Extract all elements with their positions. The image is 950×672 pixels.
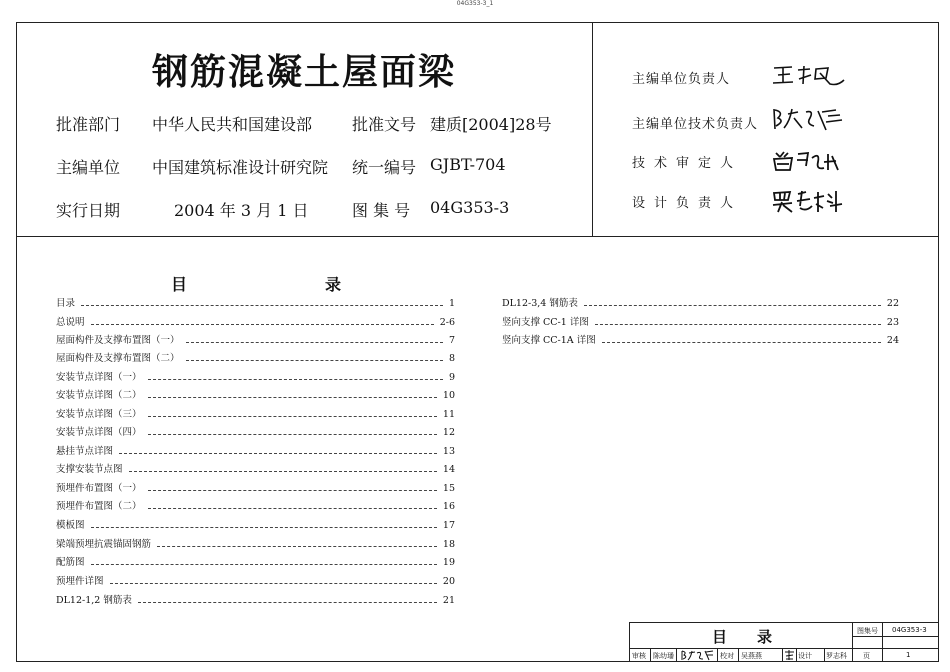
toc-item: 模板图 17 xyxy=(56,520,455,531)
atlas-no-label: 图 集 号 xyxy=(352,201,411,220)
title-block-divider xyxy=(824,648,825,662)
title-block-title: 目录 xyxy=(712,628,803,646)
toc-item: 预埋件布置图（一） 15 xyxy=(56,483,455,494)
title-block-design-name: 罗志科 xyxy=(826,652,847,660)
toc-item: 梁端预埋抗震锚固钢筋 18 xyxy=(56,539,455,550)
approval-doc-label: 批准文号 xyxy=(352,115,417,134)
toc-item: 安装节点详图（二） 10 xyxy=(56,390,455,401)
editor-unit-label: 主编单位 xyxy=(56,158,121,177)
toc-item: DL12-1,2 钢筋表 21 xyxy=(56,595,455,606)
toc-item: 悬挂节点详图 13 xyxy=(56,446,455,457)
signature-tech-reviewer xyxy=(770,148,850,174)
title-block-divider xyxy=(738,648,739,662)
editor-unit-value: 中国建筑标准设计研究院 xyxy=(152,158,329,177)
toc-item: 安装节点详图（一） 9 xyxy=(56,372,455,383)
role-chief-unit-head: 主编单位负责人 xyxy=(632,72,731,87)
toc-item: 支撑安装节点图 14 xyxy=(56,464,455,475)
role-chief-unit-tech-head: 主编单位技术负责人 xyxy=(632,117,759,132)
signature-chief-unit-head xyxy=(770,62,850,88)
unified-no-value: GJBT-704 xyxy=(430,155,506,174)
signature-checker xyxy=(784,649,795,661)
title-block-divider xyxy=(782,648,783,662)
title-block-check-name: 吴燕燕 xyxy=(741,652,762,660)
toc-item: 总说明 2-6 xyxy=(56,317,455,328)
toc-item: 配筋图 19 xyxy=(56,557,455,568)
toc-item: 屋面构件及支撑布置图（一） 7 xyxy=(56,335,455,346)
signature-chief-unit-tech-head xyxy=(770,106,850,132)
toc-item: 目录 1 xyxy=(56,298,455,309)
role-design-head: 设计负责人 xyxy=(632,196,743,211)
page-code: 04G353-3_1 xyxy=(456,0,494,7)
toc-title-right: 录 xyxy=(325,275,342,294)
title-block-review-name: 陈幼璠 xyxy=(653,652,674,660)
toc-item: 竖向支撑 CC-1A 详图 24 xyxy=(502,335,899,346)
approval-dept-value: 中华人民共和国建设部 xyxy=(152,115,313,134)
title-block-atlas-label: 图集号 xyxy=(857,627,878,635)
title-block-design-label: 设计 xyxy=(798,652,812,660)
title-block-atlas-value: 04G353-3 xyxy=(892,626,927,634)
title-block-check-label: 校对 xyxy=(720,652,734,660)
title-block-divider xyxy=(852,622,853,662)
toc-item: 竖向支撑 CC-1 详图 23 xyxy=(502,317,899,328)
title-block-divider xyxy=(717,648,718,662)
title-block-page-label: 页 xyxy=(863,652,870,660)
title-block-page-value: 1 xyxy=(906,651,911,659)
toc-item: 安装节点详图（三） 11 xyxy=(56,409,455,420)
unified-no-label: 统一编号 xyxy=(352,158,417,177)
toc-item: DL12-3,4 钢筋表 22 xyxy=(502,298,899,309)
title-block-divider xyxy=(852,636,939,637)
toc-item: 预埋件详图 20 xyxy=(56,576,455,587)
title-block-divider xyxy=(882,622,883,662)
role-tech-reviewer: 技术审定人 xyxy=(632,156,743,171)
title-block-divider xyxy=(676,648,677,662)
title-block-review-label: 审核 xyxy=(632,652,646,660)
toc-item: 安装节点详图（四） 12 xyxy=(56,427,455,438)
toc-item: 屋面构件及支撑布置图（二） 8 xyxy=(56,353,455,364)
approval-doc-value: 建质[2004]28号 xyxy=(430,115,552,134)
effective-date-label: 实行日期 xyxy=(56,201,121,220)
title-block-divider xyxy=(796,648,797,662)
effective-date-value: 2004 年 3 月 1 日 xyxy=(174,201,309,220)
signature-design-head xyxy=(770,188,850,214)
signature-reviewer xyxy=(680,649,714,661)
toc-item: 预埋件布置图（二） 16 xyxy=(56,501,455,512)
title-block-divider xyxy=(650,648,651,662)
document-title: 钢筋混凝土屋面梁 xyxy=(152,52,457,93)
approval-dept-label: 批准部门 xyxy=(56,115,121,134)
atlas-no-value: 04G353-3 xyxy=(430,198,510,217)
toc-title-left: 目 xyxy=(171,275,188,294)
